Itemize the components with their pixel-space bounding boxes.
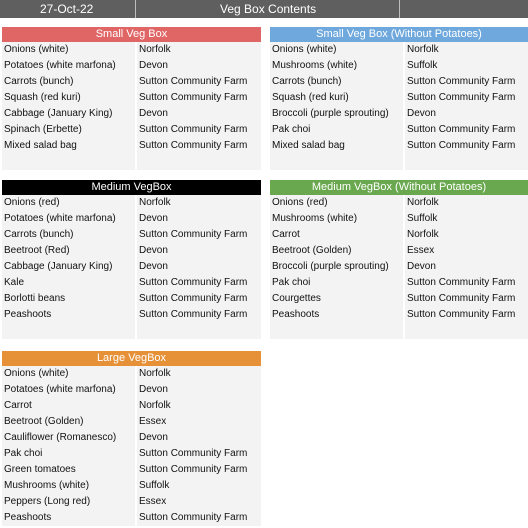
veg-name-cell[interactable]: Beetroot (Golden) [2,414,135,430]
veg-name-cell[interactable]: Courgettes [270,291,403,307]
table-row [270,259,528,275]
veg-name-cell[interactable]: Onions (red) [270,195,403,211]
veg-name-cell[interactable] [2,323,135,339]
table-row [2,307,261,323]
large-veg-box [2,351,261,526]
veg-name-cell[interactable] [2,154,135,170]
origin-cell[interactable] [405,154,528,170]
veg-name-cell[interactable]: Onions (white) [2,42,135,58]
veg-name-cell[interactable]: Cabbage (January King) [2,259,135,275]
box-title: Small Veg Box [2,27,261,42]
veg-name-cell[interactable]: Beetroot (Red) [2,243,135,259]
table-row [270,58,528,74]
veg-name-cell[interactable]: Peashoots [270,307,403,323]
origin-cell[interactable]: Sutton Community Farm [405,122,528,138]
origin-cell[interactable] [137,323,261,339]
veg-name-cell[interactable]: Onions (white) [2,366,135,382]
table-row [2,510,261,526]
veg-name-cell[interactable]: Cauliflower (Romanesco) [2,430,135,446]
veg-name-cell[interactable]: Carrot [2,398,135,414]
origin-cell[interactable]: Suffolk [405,58,528,74]
veg-name-cell[interactable]: Carrots (bunch) [2,227,135,243]
origin-cell[interactable]: Sutton Community Farm [405,138,528,154]
veg-name-cell[interactable]: Potatoes (white marfona) [2,382,135,398]
origin-cell[interactable]: Devon [137,382,261,398]
box-title: Small Veg Box (Without Potatoes) [270,27,528,42]
origin-cell[interactable]: Sutton Community Farm [405,307,528,323]
veg-name-cell[interactable] [270,154,403,170]
origin-cell[interactable]: Devon [137,243,261,259]
box-title: Medium VegBox (Without Potatoes) [270,180,528,195]
origin-cell[interactable]: Essex [137,414,261,430]
veg-name-cell[interactable]: Broccoli (purple sprouting) [270,259,403,275]
veg-name-cell[interactable]: Carrot [270,227,403,243]
origin-cell[interactable]: Devon [137,58,261,74]
origin-cell[interactable]: Sutton Community Farm [137,227,261,243]
box-title: Large VegBox [2,351,261,366]
veg-name-cell[interactable] [270,323,403,339]
veg-name-cell[interactable]: Potatoes (white marfona) [2,211,135,227]
table-row [2,414,261,430]
veg-name-cell[interactable]: Cabbage (January King) [2,106,135,122]
origin-cell[interactable]: Sutton Community Farm [405,291,528,307]
origin-cell[interactable]: Devon [405,106,528,122]
table-row [2,430,261,446]
veg-name-cell[interactable]: Peashoots [2,510,135,526]
veg-name-cell[interactable]: Green tomatoes [2,462,135,478]
origin-cell[interactable]: Devon [137,211,261,227]
table-row [2,154,261,170]
veg-name-cell[interactable]: Broccoli (purple sprouting) [270,106,403,122]
origin-cell[interactable]: Norfolk [137,195,261,211]
origin-cell[interactable] [405,323,528,339]
veg-name-cell[interactable]: Squash (red kuri) [270,90,403,106]
table-row [270,243,528,259]
table-row [2,138,261,154]
table-row [270,323,528,339]
origin-cell[interactable]: Sutton Community Farm [405,74,528,90]
origin-cell[interactable]: Sutton Community Farm [137,138,261,154]
table-row [270,138,528,154]
veg-name-cell[interactable]: Carrots (bunch) [2,74,135,90]
table-row [270,154,528,170]
origin-cell[interactable]: Sutton Community Farm [137,510,261,526]
header-bar [0,0,528,18]
veg-name-cell[interactable]: Pak choi [2,446,135,462]
table-row [2,74,261,90]
origin-cell[interactable]: Essex [137,494,261,510]
table-row [270,90,528,106]
table-row [270,211,528,227]
table-row [2,382,261,398]
origin-cell[interactable]: Essex [405,243,528,259]
table-row [2,494,261,510]
date-label: 27-Oct-22 [40,2,94,16]
origin-cell[interactable]: Sutton Community Farm [137,74,261,90]
small-veg-box-without-potatoes [270,27,528,170]
table-row [270,307,528,323]
table-row [2,366,261,382]
veg-name-cell[interactable]: Peashoots [2,307,135,323]
origin-cell[interactable]: Devon [137,259,261,275]
origin-cell[interactable] [137,154,261,170]
table-row [2,462,261,478]
small-veg-box [2,27,261,170]
veg-name-cell[interactable]: Borlotti beans [2,291,135,307]
origin-cell[interactable]: Norfolk [137,366,261,382]
veg-name-cell[interactable]: Spinach (Erbette) [2,122,135,138]
table-row [2,291,261,307]
origin-cell[interactable]: Sutton Community Farm [405,90,528,106]
table-row [2,259,261,275]
table-row [270,195,528,211]
veg-name-cell[interactable]: Mixed salad bag [2,138,135,154]
origin-cell[interactable]: Sutton Community Farm [137,462,261,478]
table-row [2,42,261,58]
veg-name-cell[interactable]: Mushrooms (white) [270,58,403,74]
origin-cell[interactable]: Suffolk [405,211,528,227]
veg-name-cell[interactable]: Kale [2,275,135,291]
origin-cell[interactable]: Norfolk [405,227,528,243]
veg-name-cell[interactable]: Potatoes (white marfona) [2,58,135,74]
table-row [2,195,261,211]
origin-cell[interactable]: Sutton Community Farm [137,446,261,462]
table-row [270,42,528,58]
table-row [2,122,261,138]
column-divider [399,0,400,18]
origin-cell[interactable]: Sutton Community Farm [405,275,528,291]
veg-name-cell[interactable]: Carrots (bunch) [270,74,403,90]
table-row [2,227,261,243]
box-title: Medium VegBox [2,180,261,195]
table-row [2,398,261,414]
origin-cell[interactable]: Devon [137,430,261,446]
origin-cell[interactable]: Devon [405,259,528,275]
sheet-title: Veg Box Contents [220,2,317,16]
veg-name-cell[interactable]: Mixed salad bag [270,138,403,154]
table-row [2,106,261,122]
column-divider [135,0,136,18]
medium-veg-box [2,180,261,339]
origin-cell[interactable]: Norfolk [137,42,261,58]
veg-name-cell[interactable]: Peppers (Long red) [2,494,135,510]
veg-name-cell[interactable]: Pak choi [270,122,403,138]
origin-cell[interactable]: Sutton Community Farm [137,291,261,307]
veg-name-cell[interactable]: Mushrooms (white) [270,211,403,227]
table-row [2,275,261,291]
origin-cell[interactable]: Sutton Community Farm [137,307,261,323]
veg-name-cell[interactable]: Pak choi [270,275,403,291]
table-row [270,106,528,122]
table-row [270,122,528,138]
table-row [2,323,261,339]
origin-cell[interactable]: Devon [137,106,261,122]
origin-cell[interactable]: Sutton Community Farm [137,275,261,291]
table-row [270,275,528,291]
table-row [2,211,261,227]
table-row [270,74,528,90]
table-row [270,227,528,243]
medium-veg-box-without-potatoes [270,180,528,339]
origin-cell[interactable]: Suffolk [137,478,261,494]
veg-name-cell[interactable]: Mushrooms (white) [2,478,135,494]
table-row [270,291,528,307]
origin-cell[interactable]: Norfolk [405,195,528,211]
table-row [2,243,261,259]
table-row [2,446,261,462]
table-row [2,478,261,494]
veg-name-cell[interactable]: Onions (white) [270,42,403,58]
origin-cell[interactable]: Norfolk [137,398,261,414]
origin-cell[interactable]: Sutton Community Farm [137,122,261,138]
veg-name-cell[interactable]: Squash (red kuri) [2,90,135,106]
origin-cell[interactable]: Norfolk [405,42,528,58]
table-row [2,90,261,106]
origin-cell[interactable]: Sutton Community Farm [137,90,261,106]
veg-name-cell[interactable]: Beetroot (Golden) [270,243,403,259]
veg-name-cell[interactable]: Onions (red) [2,195,135,211]
table-row [2,58,261,74]
